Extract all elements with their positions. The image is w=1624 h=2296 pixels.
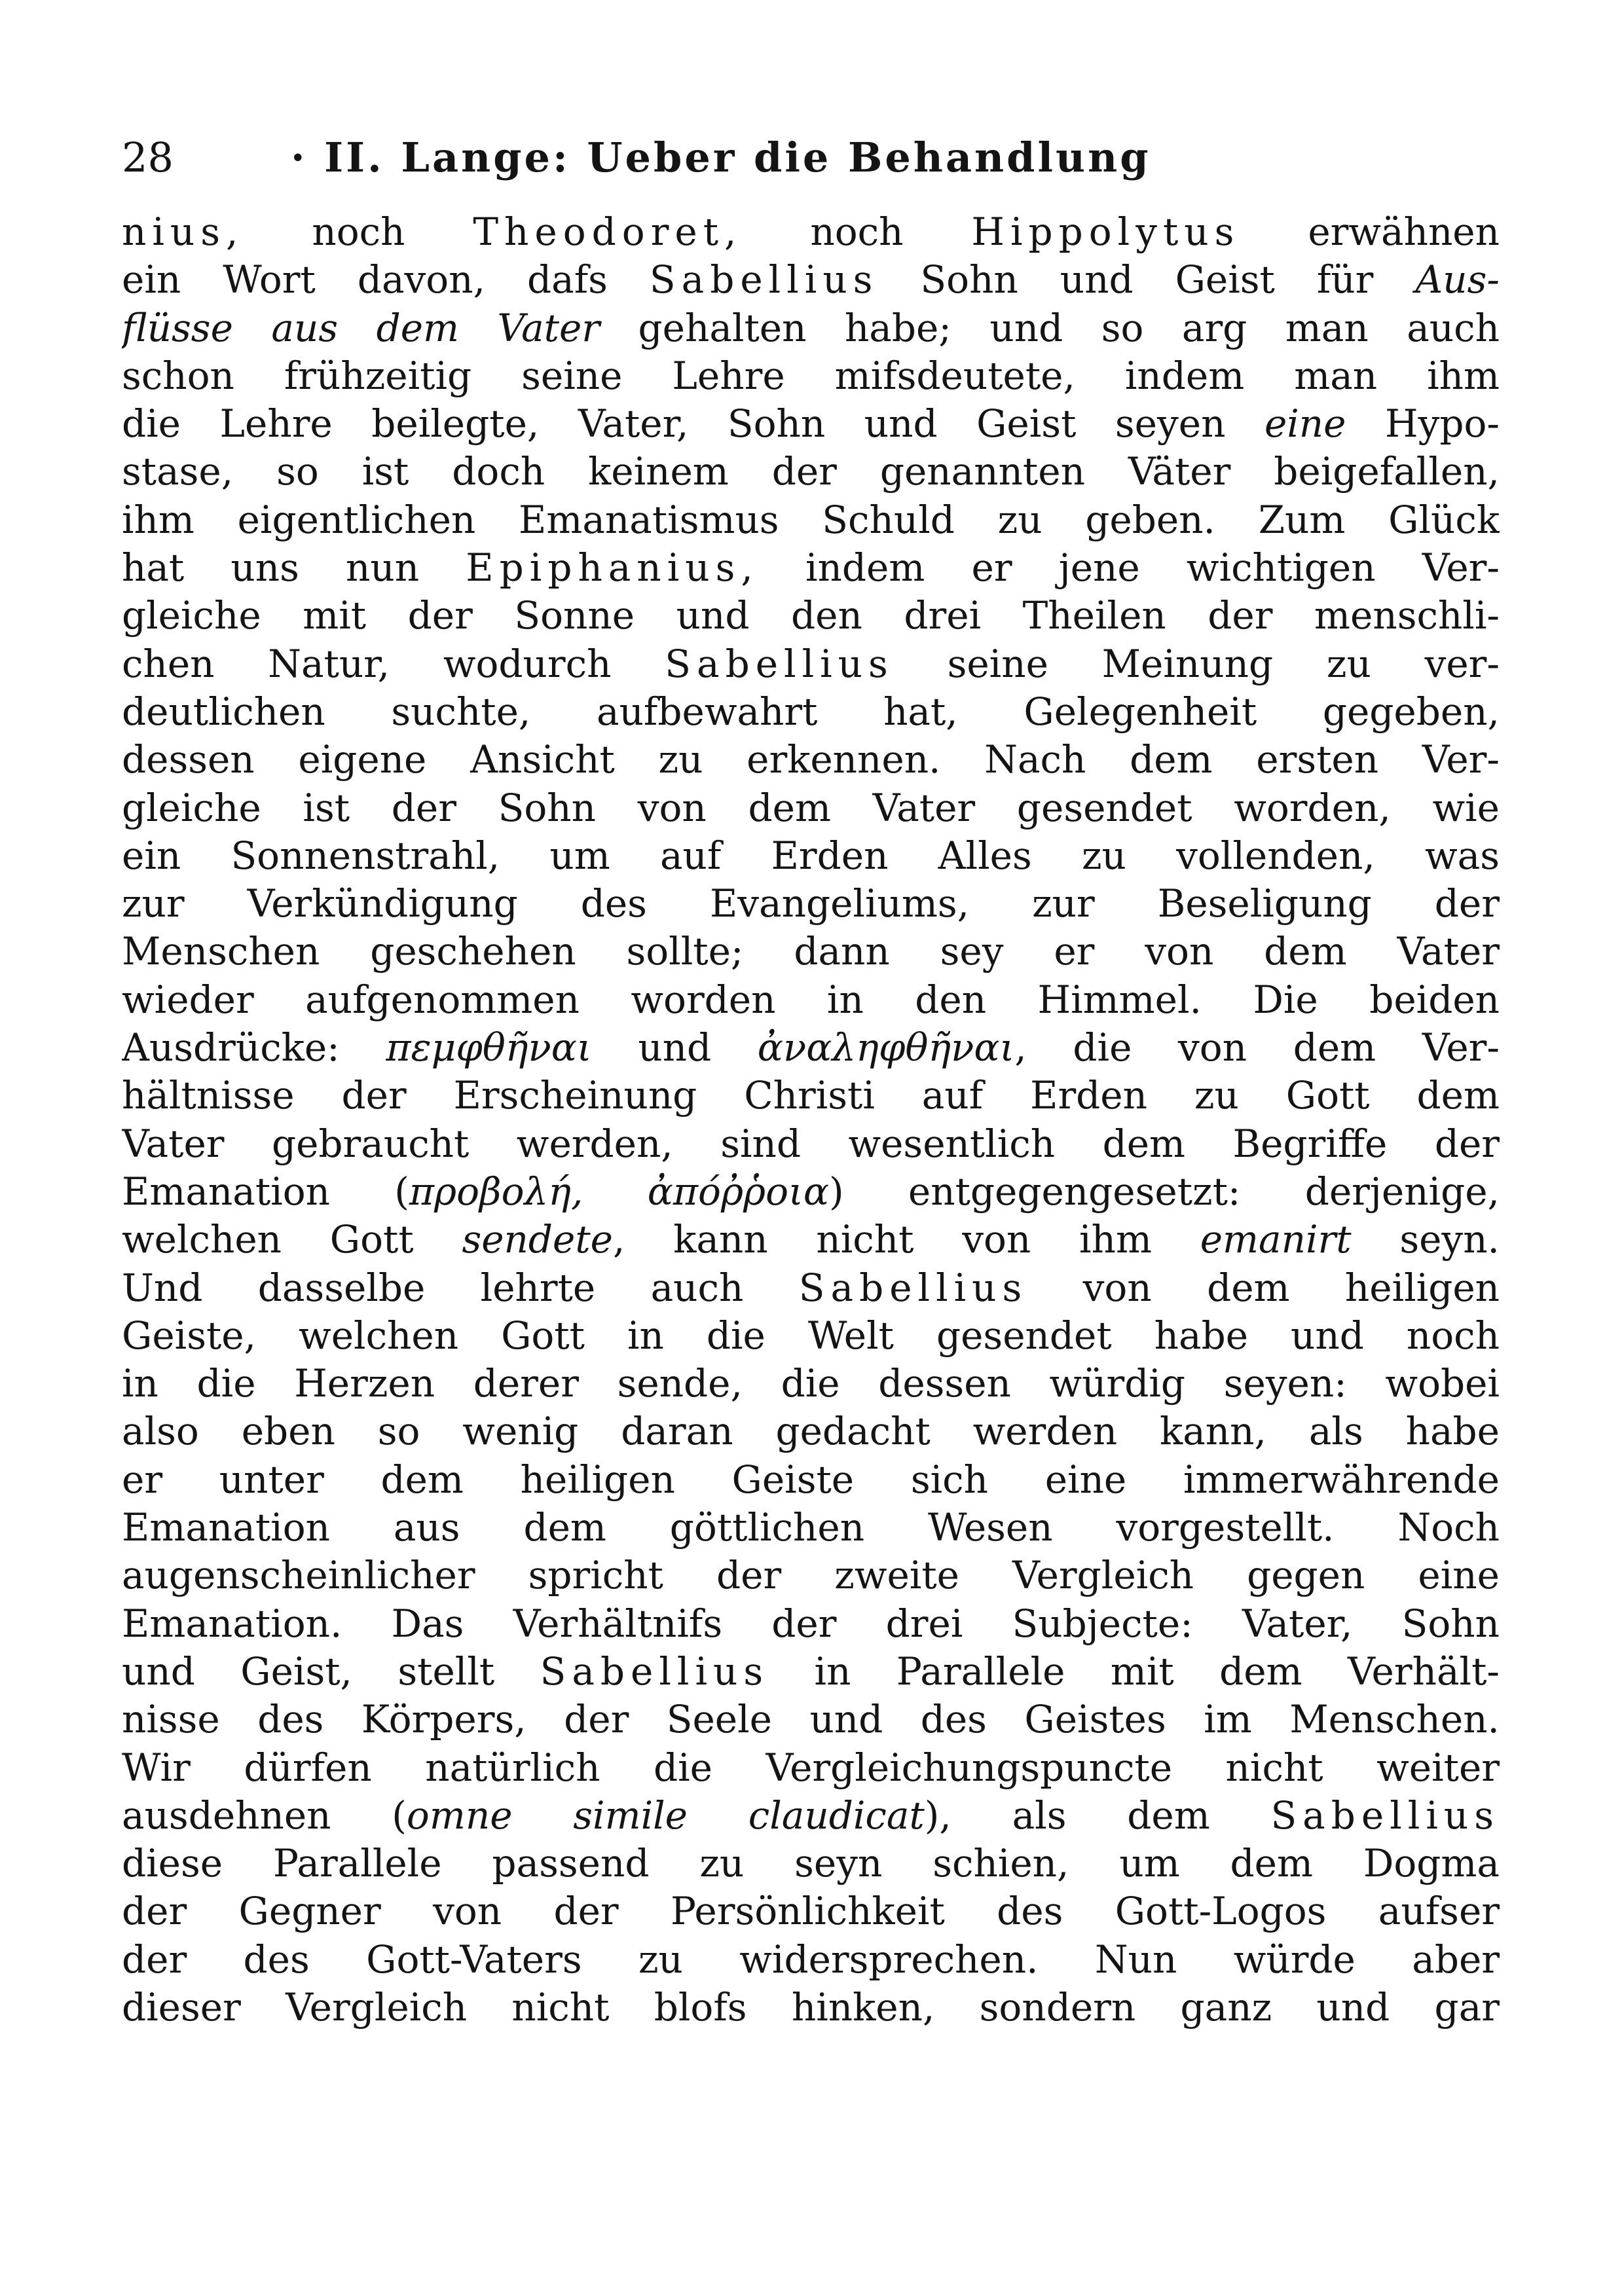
body-text: [122, 208, 1500, 2032]
text-run: gleiche mit der Sonne und den drei Theilen der menschli-: [122, 593, 1500, 638]
text-run: in die Herzen derer sende, die dessen würdig seyen: wobei: [122, 1361, 1500, 1406]
text-run: gleiche ist der Sohn von dem Vater gesendet worden, wie: [122, 785, 1500, 830]
text-line: [122, 1216, 1500, 1264]
text-run: , kann nicht von ihm: [612, 1217, 1200, 1262]
text-run: ein Sonnenstrahl, um auf Erden Alles zu vollenden, was: [122, 833, 1500, 878]
italic-text: omne simile claudicat: [406, 1793, 925, 1838]
text-run: noch: [742, 210, 972, 254]
text-run: ihm eigentlichen Emanatismus Schuld zu geben. Zum Glück: [122, 497, 1500, 542]
text-run: Hypo-: [1346, 401, 1500, 446]
text-line: [122, 832, 1500, 880]
text-run: und: [591, 1025, 758, 1070]
text-run: Vater gebraucht werden, sind wesentlich dem Begriffe der: [122, 1121, 1500, 1166]
italic-text: προβολή, ἀπόῤῥοια: [409, 1169, 829, 1214]
text-line: [122, 496, 1500, 544]
text-run: von dem heiligen: [1027, 1265, 1500, 1310]
spaced-name: Hippolytus: [971, 210, 1240, 254]
text-line: [122, 976, 1500, 1024]
text-run: Sohn und Geist für: [878, 257, 1416, 302]
text-run: wieder aufgenommen worden in den Himmel. Die beiden: [122, 977, 1500, 1022]
text-run: in Parallele mit dem Verhält-: [769, 1649, 1500, 1694]
text-line: [122, 1408, 1500, 1455]
text-run: erwähnen: [1240, 210, 1500, 254]
text-line: [122, 448, 1500, 496]
text-run: welchen Gott: [122, 1217, 462, 1262]
text-line: [122, 880, 1500, 928]
running-head-title: · II. Lange: Ueber die Behandlung: [291, 134, 1151, 181]
text-run: gehalten habe; und so arg man auch: [600, 305, 1500, 350]
text-line: [122, 1120, 1500, 1168]
text-line: [122, 544, 1500, 592]
text-line: [122, 1600, 1500, 1648]
text-line: [122, 1696, 1500, 1743]
text-line: [122, 1984, 1500, 2032]
text-line: [122, 928, 1500, 975]
text-run: stase, so ist doch keinem der genannten Väter beigefallen,: [122, 449, 1500, 494]
text-line: [122, 1552, 1500, 1599]
text-run: noch: [244, 210, 473, 254]
text-run: indem er jene wichtigen Ver-: [758, 545, 1500, 591]
text-line: [122, 1887, 1500, 1935]
text-run: zur Verkündigung des Evangeliums, zur Beseligung der: [122, 881, 1500, 926]
text-run: hat uns nun: [122, 545, 466, 591]
text-run: seine Meinung zu ver-: [893, 641, 1500, 686]
text-line: [122, 1456, 1500, 1504]
text-run: ein Wort davon, dafs: [122, 257, 650, 302]
text-line: [122, 304, 1500, 352]
text-run: dessen eigene Ansicht zu erkennen. Nach dem ersten Ver-: [122, 737, 1500, 782]
italic-text: flüsse aus dem Vater: [122, 305, 600, 350]
text-run: dieser Vergleich nicht blofs hinken, sondern ganz und gar: [122, 1984, 1500, 2030]
text-run: die Lehre beilegte, Vater, Sohn und Geist seyen: [122, 401, 1264, 446]
text-run: ) entgegengesetzt: derjenige,: [828, 1169, 1500, 1214]
page-number: 28: [122, 134, 174, 181]
text-run: und Geist, stellt: [122, 1649, 540, 1694]
text-line: [122, 1744, 1500, 1792]
text-run: Menschen geschehen sollte; dann sey er von dem Vater: [122, 929, 1500, 974]
text-run: Wir dürfen natürlich die Vergleichungspuncte nicht weiter: [122, 1745, 1500, 1790]
text-run: Emanation aus dem göttlichen Wesen vorgestellt. Noch: [122, 1505, 1500, 1550]
text-run: der des Gott-Vaters zu widersprechen. Nun würde aber: [122, 1937, 1500, 1982]
spaced-name: Sabellius: [798, 1265, 1028, 1310]
text-run: ausdehnen (: [122, 1793, 407, 1838]
text-line: [122, 1840, 1500, 1887]
text-line: [122, 640, 1500, 688]
italic-text: sendete: [462, 1217, 613, 1262]
text-line: [122, 1024, 1500, 1072]
text-run: er unter dem heiligen Geiste sich eine immerwährende: [122, 1457, 1500, 1502]
text-run: Emanation. Das Verhältnifs der drei Subjecte: Vater, Sohn: [122, 1601, 1500, 1646]
running-head: [122, 128, 1287, 187]
text-line: [122, 1648, 1500, 1696]
text-run: Geiste, welchen Gott in die Welt gesendet habe und noch: [122, 1313, 1500, 1358]
text-line: [122, 208, 1500, 256]
text-run: schon frühzeitig seine Lehre mifsdeutete, indem man ihm: [122, 353, 1500, 398]
text-line: [122, 736, 1500, 784]
italic-text: πεμφθῆναι: [386, 1025, 592, 1070]
text-run: augenscheinlicher spricht der zweite Vergleich gegen eine: [122, 1553, 1500, 1598]
italic-text: ἀναληφθῆναι: [757, 1025, 1015, 1070]
text-run: deutlichen suchte, aufbewahrt hat, Gelegenheit gegeben,: [122, 689, 1500, 734]
text-run: Emanation (: [122, 1169, 409, 1214]
text-run: diese Parallele passend zu seyn schien, um dem Dogma: [122, 1841, 1500, 1886]
spaced-name: Epiphanius,: [466, 545, 759, 591]
text-line: [122, 352, 1500, 400]
text-run: nisse des Körpers, der Seele und des Geistes im Menschen.: [122, 1697, 1500, 1742]
text-run: ), als dem: [924, 1793, 1271, 1838]
italic-text: emanirt: [1200, 1217, 1352, 1262]
text-run: , die von dem Ver-: [1014, 1025, 1500, 1070]
spaced-name: Sabellius: [665, 641, 894, 686]
text-line: [122, 688, 1500, 736]
italic-text: Aus-: [1415, 257, 1500, 302]
text-run: Ausdrücke:: [122, 1025, 386, 1070]
text-line: [122, 784, 1500, 832]
text-run: chen Natur, wodurch: [122, 641, 665, 686]
text-run: Und dasselbe lehrte auch: [122, 1265, 799, 1310]
italic-text: eine: [1264, 401, 1346, 446]
text-line: [122, 1936, 1500, 1984]
spaced-name: Theodoret,: [473, 210, 743, 254]
text-run: hältnisse der Erscheinung Christi auf Erden zu Gott dem: [122, 1073, 1500, 1118]
text-line: [122, 592, 1500, 640]
text-run: also eben so wenig daran gedacht werden kann, als habe: [122, 1409, 1500, 1454]
text-line: [122, 1360, 1500, 1408]
text-line: [122, 1264, 1500, 1312]
text-line: [122, 1312, 1500, 1360]
spaced-name: nius,: [122, 210, 244, 254]
text-line: [122, 256, 1500, 304]
spaced-name: Sabellius: [649, 257, 879, 302]
text-line: [122, 1504, 1500, 1552]
spaced-name: Sabellius: [540, 1649, 769, 1694]
text-line: [122, 400, 1500, 448]
text-run: seyn.: [1351, 1217, 1500, 1262]
text-line: [122, 1072, 1500, 1120]
text-run: der Gegner von der Persönlichkeit des Gott-Logos aufser: [122, 1889, 1500, 1934]
spaced-name: Sabellius: [1270, 1793, 1500, 1838]
text-line: [122, 1792, 1500, 1840]
text-line: [122, 1168, 1500, 1216]
